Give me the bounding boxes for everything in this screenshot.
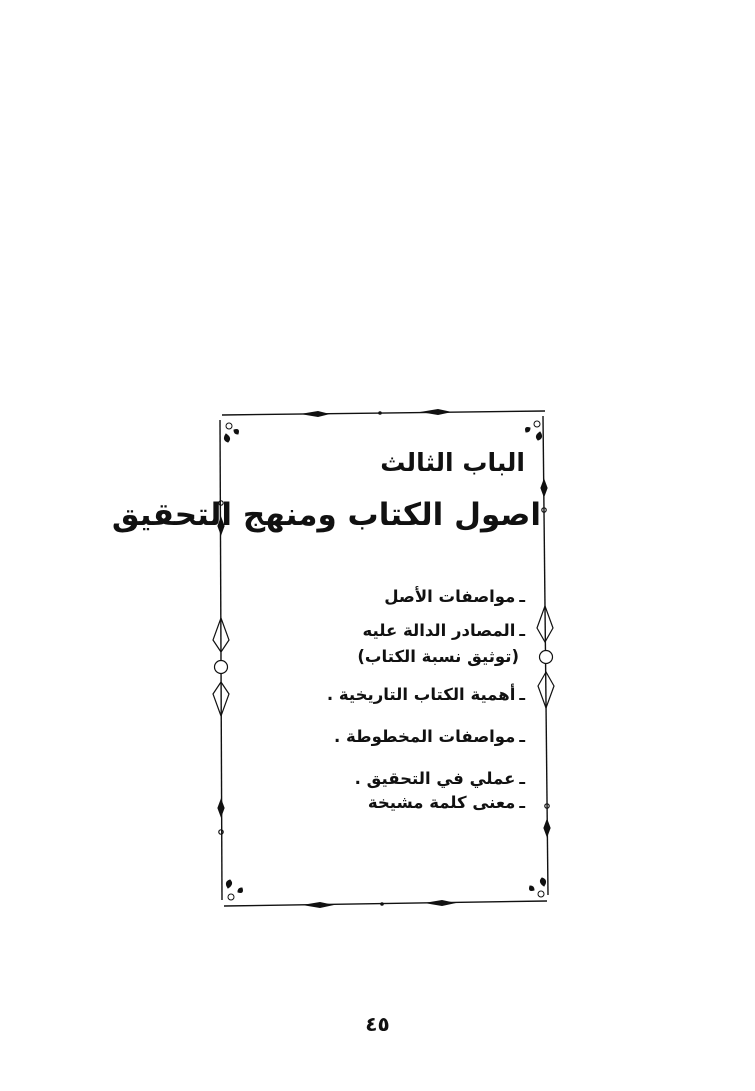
topic-dash: ـ: [519, 793, 525, 812]
topic-subtext: (توثيق نسبة الكتاب): [357, 647, 519, 666]
chapter-content: [111, 445, 541, 815]
topic-dash: ـ: [519, 769, 525, 788]
chapter-title: اصول الكتاب ومنهج التحقيق: [111, 497, 541, 533]
topic-dash: ـ: [519, 587, 525, 606]
topic-text: معنى كلمة مشيخة: [367, 793, 516, 812]
topic-dash: ـ: [519, 727, 525, 746]
topic-dash: ـ: [519, 685, 525, 704]
page-number: ٤٥: [365, 1012, 390, 1036]
topics-list: [235, 585, 525, 815]
topic-text: مواصفات المخطوطة .: [334, 727, 516, 746]
chapter-label: الباب الثالث: [380, 448, 525, 477]
topic-text: المصادر الدالة عليه: [362, 621, 516, 640]
topic-item: [235, 725, 525, 749]
topic-item: [235, 585, 525, 609]
topic-item: [235, 619, 525, 643]
topic-text: مواصفات الأصل: [384, 587, 516, 606]
topic-item: [235, 683, 525, 707]
topic-dash: ـ: [519, 621, 525, 640]
topic-item: [235, 791, 525, 815]
topic-item: [235, 767, 525, 791]
topic-text: أهمية الكتاب التاريخية .: [326, 685, 516, 704]
topic-text: عملي في التحقيق .: [354, 769, 516, 788]
